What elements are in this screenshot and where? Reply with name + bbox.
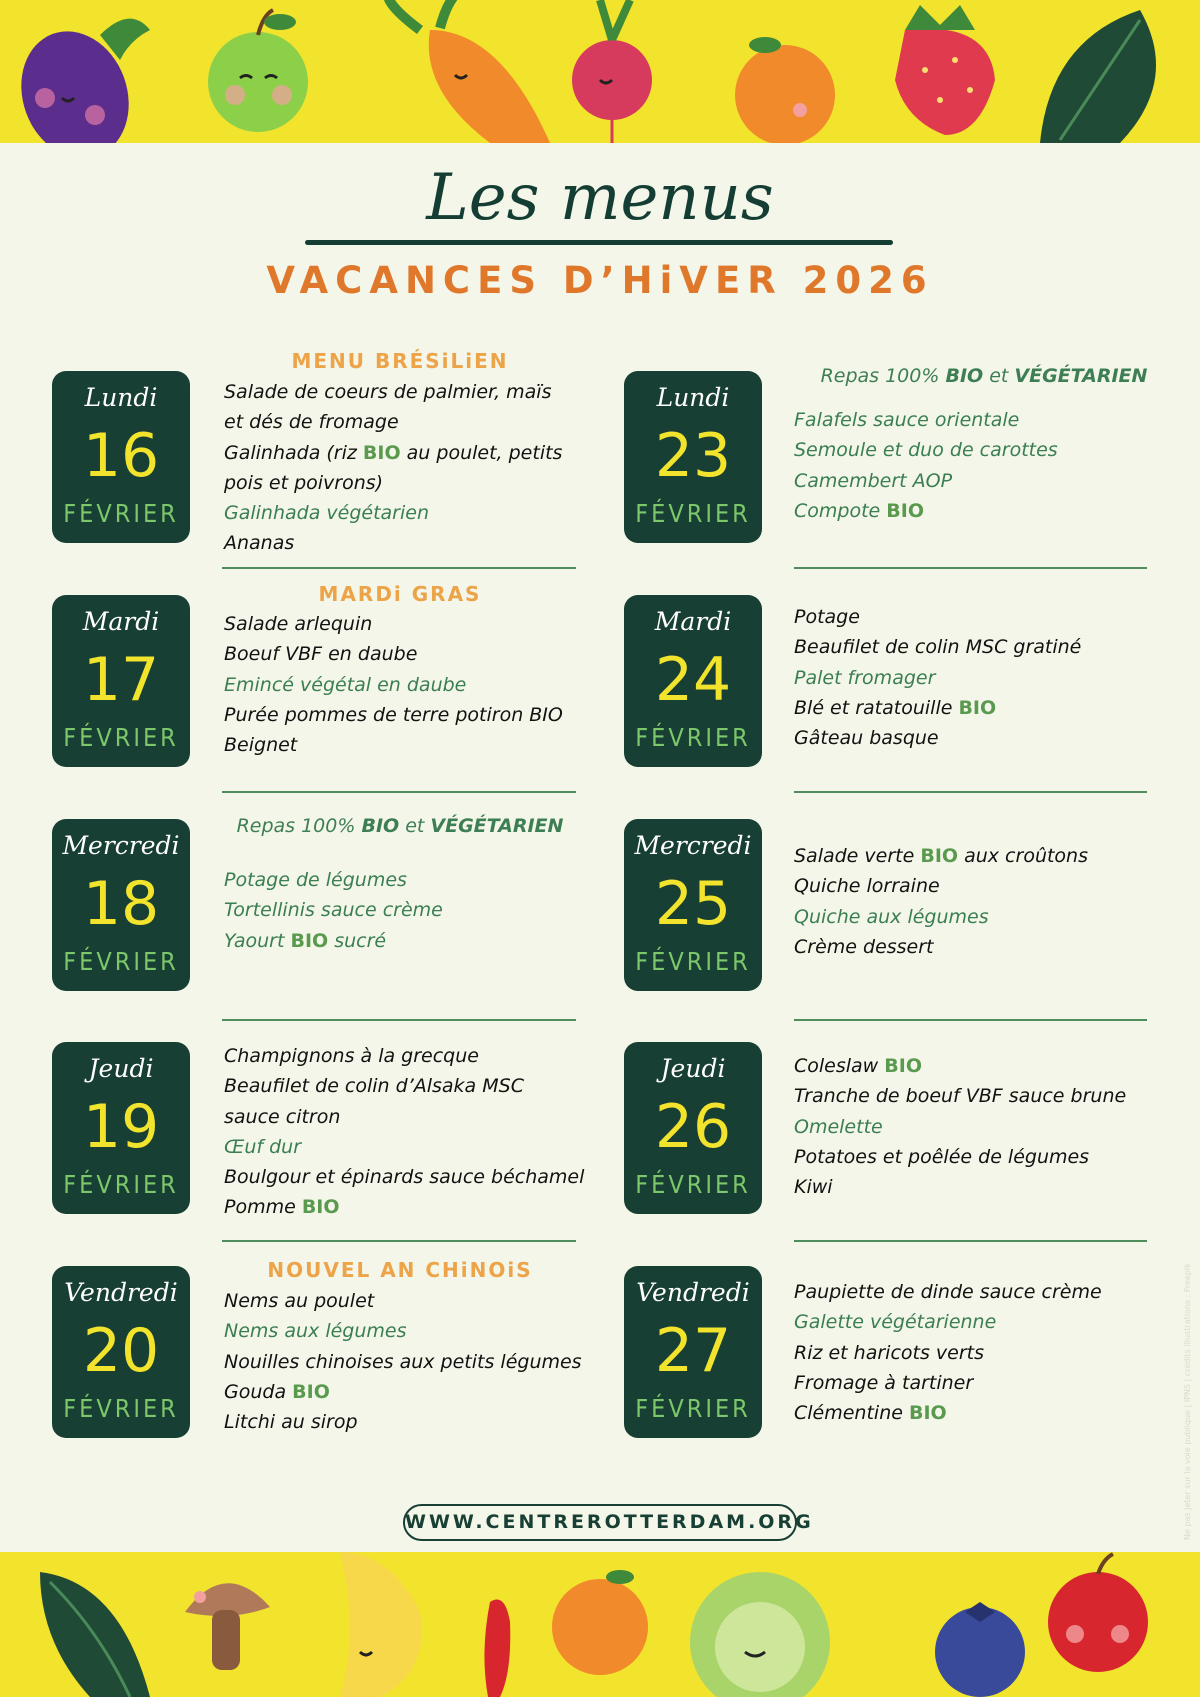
menu-item-vegetarian bbox=[794, 1112, 1154, 1142]
menu-item-text: Quiche aux légumes bbox=[794, 905, 989, 928]
date-badge bbox=[52, 595, 190, 767]
menu-item-text: Paupiette de dinde sauce crème bbox=[794, 1281, 1102, 1303]
menu-item-text: Potage bbox=[794, 606, 860, 628]
month: FÉVRIER bbox=[635, 723, 751, 752]
separator bbox=[794, 1240, 1147, 1242]
bio-label: BIO bbox=[886, 499, 924, 522]
menu-item bbox=[794, 1277, 1154, 1307]
menu-item-vegetarian bbox=[224, 670, 574, 700]
theme-veg: VÉGÉTARIEN bbox=[1014, 365, 1148, 387]
menu-item-text: Galinhada végétarien bbox=[224, 502, 429, 525]
menu-item bbox=[794, 1051, 1154, 1081]
menu-item-text: Semoule et duo de carottes bbox=[794, 439, 1058, 462]
menu-item-vegetarian bbox=[794, 496, 1154, 526]
apple-icon bbox=[208, 10, 308, 132]
page-title: Les menus bbox=[426, 161, 774, 235]
menu-item bbox=[794, 1081, 1154, 1111]
bio-label: BIO bbox=[301, 1196, 340, 1219]
menu-item-text: Gouda bbox=[224, 1380, 293, 1403]
theme-middle: et bbox=[399, 815, 431, 837]
menu-item-text: Nouilles chinoises aux petits légumes bbox=[224, 1350, 582, 1373]
red-apple-icon bbox=[1048, 1554, 1148, 1672]
menu-item bbox=[224, 438, 574, 499]
bio-label: BIO bbox=[290, 929, 329, 952]
menu-item bbox=[794, 871, 1154, 901]
day-name: Jeudi bbox=[88, 1054, 154, 1083]
day-name: Lundi bbox=[656, 383, 730, 412]
menu-item-text-after: au poulet, petits pois et poivrons) bbox=[224, 441, 563, 494]
menu-item-text: Tortellinis sauce crème bbox=[224, 899, 443, 922]
date-badge bbox=[52, 819, 190, 991]
menu-item bbox=[224, 700, 574, 730]
menu-item-text: Purée pommes de terre potiron BIO bbox=[224, 703, 563, 726]
menu-item-text: Camembert AOP bbox=[794, 469, 953, 492]
menu-item bbox=[224, 1377, 574, 1407]
menu-item-text: Boulgour et épinards sauce béchamel bbox=[224, 1166, 585, 1189]
date-badge bbox=[52, 371, 190, 543]
day-friday-20 bbox=[0, 1256, 600, 1480]
menu-item-text: Omelette bbox=[794, 1115, 883, 1138]
date-badge bbox=[624, 1266, 762, 1438]
bio-label: BIO bbox=[908, 1402, 947, 1425]
day-wednesday-25 bbox=[572, 805, 1172, 1029]
menu-items bbox=[794, 1051, 1154, 1202]
menu-item bbox=[794, 632, 1154, 662]
day-number: 24 bbox=[654, 645, 732, 715]
menu-item-text: Yaourt bbox=[224, 929, 291, 952]
menu-item bbox=[224, 1071, 574, 1132]
separator bbox=[222, 567, 576, 569]
day-number: 16 bbox=[82, 421, 160, 491]
menu-item-text-after: aux croûtons bbox=[958, 845, 1088, 867]
page-subtitle: VACANCES D’HiVER 2026 bbox=[266, 259, 934, 302]
menu-item-text: Salade de coeurs de palmier, maïs et dés de fromage bbox=[224, 381, 552, 434]
month: FÉVRIER bbox=[63, 1170, 179, 1199]
day-name: Mardi bbox=[654, 607, 732, 636]
menu-item bbox=[224, 730, 574, 760]
menu-items bbox=[224, 1286, 582, 1437]
menu-item bbox=[794, 841, 1154, 871]
day-number: 27 bbox=[654, 1316, 732, 1386]
menu-item bbox=[794, 1368, 1154, 1398]
menu-item-text: Clémentine bbox=[794, 1402, 909, 1425]
menu-item bbox=[224, 1162, 585, 1192]
day-name: Mercredi bbox=[634, 831, 752, 860]
menu-item-vegetarian bbox=[224, 1132, 574, 1162]
menu-item-text: Coleslaw bbox=[794, 1055, 885, 1077]
bio-label: BIO bbox=[362, 441, 401, 464]
menu-item-text: Litchi au sirop bbox=[224, 1411, 358, 1434]
menu-item-vegetarian bbox=[794, 902, 1154, 932]
month: FÉVRIER bbox=[63, 499, 179, 528]
separator bbox=[222, 791, 576, 793]
top-decorative-band bbox=[0, 0, 1200, 143]
date-badge bbox=[52, 1042, 190, 1214]
day-friday-27 bbox=[572, 1256, 1172, 1480]
month: FÉVRIER bbox=[635, 1170, 751, 1199]
day-theme-bio-vegetarian bbox=[222, 815, 578, 837]
menu-item-text: Emincé végétal en daube bbox=[224, 673, 467, 696]
bio-label: BIO bbox=[884, 1055, 922, 1077]
day-number: 23 bbox=[654, 421, 732, 491]
menu-items bbox=[794, 405, 1154, 526]
day-theme: NOUVEL AN CHiNOiS bbox=[267, 1258, 533, 1282]
day-theme: MARDi GRAS bbox=[318, 582, 482, 606]
menu-item bbox=[224, 1407, 574, 1437]
menu-item-vegetarian bbox=[224, 926, 574, 956]
bottom-decorative-band bbox=[0, 1552, 1200, 1697]
day-number: 17 bbox=[82, 645, 160, 715]
menu-item-text: Salade verte bbox=[794, 845, 921, 867]
menu-item bbox=[224, 1192, 574, 1222]
menu-item-text: Potatoes et poêlée de légumes bbox=[794, 1145, 1090, 1168]
menu-item bbox=[794, 1338, 1154, 1368]
blueberry-icon bbox=[935, 1602, 1025, 1697]
chili-pepper-icon bbox=[484, 1600, 510, 1697]
eggplant-icon bbox=[4, 16, 150, 143]
day-number: 18 bbox=[82, 869, 160, 939]
lettuce-icon bbox=[690, 1572, 830, 1697]
separator bbox=[794, 567, 1147, 569]
menu-item-text: Beaufilet de colin d’Alsaka MSC sauce citron bbox=[224, 1075, 524, 1128]
menu-item-text: Potage de légumes bbox=[224, 869, 407, 891]
leaf-icon bbox=[40, 1572, 150, 1697]
menu-item-text: Pomme bbox=[224, 1196, 302, 1219]
day-number: 25 bbox=[654, 869, 732, 939]
theme-bio: BIO bbox=[945, 365, 984, 387]
menu-item-vegetarian bbox=[224, 498, 574, 528]
website-link[interactable]: WWW.CENTREROTTERDAM.ORG bbox=[403, 1504, 797, 1541]
theme-prefix: Repas 100% bbox=[236, 815, 362, 837]
menu-item bbox=[224, 1347, 582, 1377]
orange-icon bbox=[735, 37, 835, 143]
separator bbox=[794, 1019, 1147, 1021]
month: FÉVRIER bbox=[635, 499, 751, 528]
day-name: Jeudi bbox=[660, 1054, 726, 1083]
date-badge bbox=[624, 595, 762, 767]
menu-item-text: Riz et haricots verts bbox=[794, 1341, 984, 1364]
day-name: Vendredi bbox=[636, 1278, 750, 1307]
menu-item-text: Champignons à la grecque bbox=[224, 1045, 479, 1067]
menu-item-vegetarian bbox=[794, 663, 1154, 693]
menu-item-vegetarian bbox=[794, 405, 1154, 435]
menu-item bbox=[794, 602, 1154, 632]
menu-items bbox=[224, 1041, 585, 1223]
menu-item-text-after: sucré bbox=[328, 929, 387, 952]
day-number: 19 bbox=[82, 1092, 160, 1162]
menu-item bbox=[794, 932, 1154, 962]
menu-item-vegetarian bbox=[794, 1307, 1154, 1337]
menu-item-vegetarian bbox=[224, 895, 574, 925]
separator bbox=[794, 791, 1147, 793]
menu-item-text: Nems au poulet bbox=[224, 1290, 375, 1312]
day-wednesday-18 bbox=[0, 805, 600, 1029]
date-badge bbox=[624, 1042, 762, 1214]
menu-item-text: Galette végétarienne bbox=[794, 1311, 997, 1334]
day-monday-23 bbox=[572, 345, 1172, 569]
theme-veg: VÉGÉTARIEN bbox=[430, 815, 564, 837]
credit-text: Ne pas jeter sur la voie publique | IPNS | crédits illustrations : Freepik bbox=[1183, 1263, 1192, 1540]
mushroom-icon bbox=[185, 1583, 270, 1670]
menu-item-text: Crème dessert bbox=[794, 935, 934, 958]
menu-item-text: Salade arlequin bbox=[224, 613, 373, 635]
radish-icon bbox=[572, 0, 652, 143]
date-badge bbox=[52, 1266, 190, 1438]
menu-item bbox=[224, 1041, 574, 1071]
spinach-leaf-icon bbox=[1040, 10, 1156, 143]
menu-item bbox=[224, 1286, 574, 1316]
menu-item-text: Gâteau basque bbox=[794, 727, 939, 750]
menu-item bbox=[794, 723, 1154, 753]
menu-item-text: Fromage à tartiner bbox=[794, 1371, 974, 1394]
menu-item-text: Boeuf VBF en daube bbox=[224, 643, 418, 666]
menu-item bbox=[224, 528, 574, 558]
day-thursday-26 bbox=[572, 1030, 1172, 1254]
orange-icon bbox=[552, 1570, 648, 1675]
bio-label: BIO bbox=[920, 845, 959, 867]
day-theme: MENU BRÉSiLiEN bbox=[291, 349, 509, 373]
date-badge bbox=[624, 371, 762, 543]
fruit-illustrations-top bbox=[0, 0, 1200, 143]
menu-items bbox=[794, 602, 1154, 753]
menu-item bbox=[794, 693, 1154, 723]
month: FÉVRIER bbox=[63, 723, 179, 752]
menu-item bbox=[794, 1172, 1154, 1202]
menu-item-text: Nems aux légumes bbox=[224, 1320, 407, 1343]
menu-item-text: Beignet bbox=[224, 734, 298, 757]
menu-item bbox=[224, 639, 574, 669]
banana-icon bbox=[340, 1552, 422, 1697]
menu-item bbox=[224, 609, 574, 639]
title-underline bbox=[305, 240, 893, 245]
day-name: Mercredi bbox=[62, 831, 180, 860]
menu-items bbox=[224, 609, 574, 760]
day-theme-bio-vegetarian bbox=[794, 365, 1174, 387]
menu-items bbox=[794, 1277, 1154, 1428]
day-thursday-19 bbox=[0, 1030, 600, 1254]
menu-item-vegetarian bbox=[224, 865, 574, 895]
date-badge bbox=[624, 819, 762, 991]
bio-label: BIO bbox=[958, 696, 997, 719]
month: FÉVRIER bbox=[635, 947, 751, 976]
theme-bio: BIO bbox=[361, 815, 400, 837]
day-monday-16 bbox=[0, 345, 600, 569]
day-name: Vendredi bbox=[64, 1278, 178, 1307]
menu-item bbox=[794, 1142, 1154, 1172]
menu-item-text: Ananas bbox=[224, 532, 295, 555]
theme-prefix: Repas 100% bbox=[820, 365, 946, 387]
day-number: 26 bbox=[654, 1092, 732, 1162]
month: FÉVRIER bbox=[63, 1394, 179, 1423]
menu-item-vegetarian bbox=[794, 435, 1154, 465]
menu-item-text: Kiwi bbox=[794, 1176, 833, 1199]
fruit-illustrations-bottom bbox=[0, 1552, 1200, 1697]
menu-item bbox=[224, 377, 574, 438]
menu-items bbox=[224, 377, 574, 559]
menu-item bbox=[794, 1398, 1154, 1428]
menu-item-text: Blé et ratatouille bbox=[794, 696, 959, 719]
menu-item-text: Galinhada (riz bbox=[224, 441, 363, 464]
menu-item-text: Palet fromager bbox=[794, 666, 936, 689]
menu-item-text: Beaufilet de colin MSC gratiné bbox=[794, 636, 1082, 659]
day-tuesday-24 bbox=[572, 580, 1172, 804]
separator bbox=[222, 1240, 576, 1242]
bio-label: BIO bbox=[292, 1380, 330, 1403]
strawberry-icon bbox=[895, 5, 995, 135]
month: FÉVRIER bbox=[63, 947, 179, 976]
menu-item-text: Tranche de boeuf VBF sauce brune bbox=[794, 1085, 1127, 1108]
month: FÉVRIER bbox=[635, 1394, 751, 1423]
menu-items bbox=[794, 841, 1154, 962]
theme-middle: et bbox=[983, 365, 1015, 387]
separator bbox=[222, 1019, 576, 1021]
day-tuesday-17 bbox=[0, 580, 600, 804]
menu-item-text: Œuf dur bbox=[224, 1135, 302, 1158]
day-number: 20 bbox=[82, 1316, 160, 1386]
menu-items bbox=[224, 865, 574, 956]
day-name: Lundi bbox=[84, 383, 158, 412]
menu-item-text: Quiche lorraine bbox=[794, 875, 940, 898]
day-name: Mardi bbox=[82, 607, 160, 636]
menu-item-text: Falafels sauce orientale bbox=[794, 409, 1020, 431]
menu-item-vegetarian bbox=[794, 466, 1154, 496]
menu-item-vegetarian bbox=[224, 1316, 574, 1346]
carrot-icon bbox=[388, 0, 550, 143]
menu-item-text: Compote bbox=[794, 499, 887, 522]
